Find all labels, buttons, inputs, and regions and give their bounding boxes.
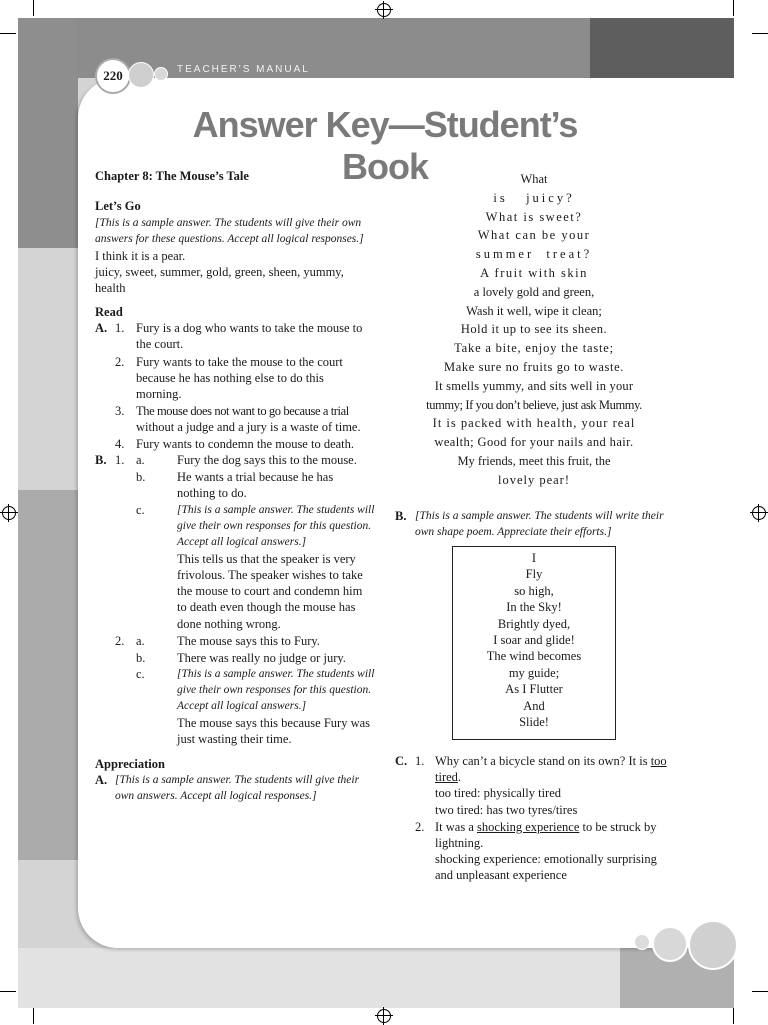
sub-label: b.: [136, 651, 146, 665]
section-heading-lets-go: Let’s Go: [95, 199, 141, 213]
item-number: 1.: [115, 453, 125, 467]
section-heading-appreciation: Appreciation: [95, 757, 165, 771]
item-label: B.: [395, 509, 407, 523]
sub-label: a.: [136, 453, 145, 467]
poem-line: a lovely gold and green,: [473, 284, 595, 299]
sample-note: [This is a sample answer. The students will: [177, 504, 375, 516]
decorative-bubble: [652, 926, 688, 962]
sample-note: [This is a sample answer. The students will give their own: [95, 217, 362, 229]
shape-poem-line: Slide!: [519, 715, 549, 730]
sample-note: [This is a sample answer. The students will: [177, 668, 375, 680]
registration-mark-icon: [752, 506, 766, 520]
answer-line: because he has nothing else to do this: [136, 371, 324, 385]
page-title: Answer Key—Student’s Book: [192, 104, 578, 187]
answer-line: juicy, sweet, summer, gold, green, sheen, yummy,: [95, 265, 344, 279]
poem-line: My friends, meet this fruit, the: [457, 453, 611, 468]
top-banner-accent: [590, 18, 734, 78]
item-number: 1.: [115, 321, 125, 335]
item-number: 2.: [115, 355, 125, 369]
answer-line: and unpleasant experience: [435, 868, 567, 882]
answer-line: too tired: physically tired: [435, 786, 562, 800]
crop-mark: [33, 0, 34, 16]
crop-mark: [733, 1008, 734, 1024]
crop-mark: [733, 0, 734, 16]
shape-poem-line: As I Flutter: [505, 682, 563, 697]
item-number: 2.: [115, 634, 125, 648]
answer-text: Why can’t a bicycle stand on its own? It is: [435, 754, 651, 768]
decorative-bubble: [128, 62, 154, 88]
answer-line: shocking experience: emotionally surprising: [435, 852, 657, 866]
shape-poem-line: The wind becomes: [486, 649, 582, 664]
shape-poem-line: Fly: [525, 567, 543, 582]
shape-poem-line: my guide;: [508, 665, 560, 680]
poem-line: What is sweet?: [485, 209, 583, 224]
answer-line: morning.: [136, 387, 182, 401]
item-number: 3.: [115, 404, 125, 418]
poem-line: is juicy?: [493, 190, 575, 205]
decorative-bubble: [688, 920, 738, 970]
answer-line: I think it is a pear.: [95, 249, 186, 263]
sample-note: own shape poem. Appreciate their efforts.]: [415, 526, 612, 538]
sample-note: Accept all logical answers.]: [177, 700, 307, 712]
answer-line: nothing to do.: [177, 486, 247, 500]
answer-line: The mouse says this to Fury.: [177, 634, 320, 648]
answer-line: He wants a trial because he has: [177, 470, 334, 484]
section-heading-read: Read: [95, 305, 123, 319]
page-number: 220: [95, 58, 131, 94]
poem-line: lovely pear!: [497, 472, 571, 487]
answer-text: It was a: [435, 820, 477, 834]
poem-line: Wash it well, wipe it clean;: [466, 303, 602, 318]
answer-line: [435, 753, 667, 769]
item-number: 1.: [415, 754, 425, 768]
shape-poem: [452, 550, 616, 730]
item-label: A.: [95, 321, 108, 335]
registration-mark-icon: [377, 1009, 391, 1023]
sub-label: c.: [136, 667, 145, 681]
shape-poem-line: In the Sky!: [506, 600, 562, 615]
chapter-heading: Chapter 8: The Mouse’s Tale: [95, 169, 249, 183]
item-label: A.: [95, 773, 108, 787]
answer-line: the mouse to court and condemn him: [177, 584, 363, 598]
answer-line: Fury wants to take the mouse to the court: [136, 355, 343, 369]
pear-shape-poem: [395, 170, 673, 490]
sample-note: give their own responses for this question.: [177, 520, 372, 532]
answer-line: This tells us that the speaker is very: [177, 552, 356, 566]
crop-mark: [33, 1008, 34, 1024]
answer-line: done nothing wrong.: [177, 617, 281, 631]
sample-note: [This is a sample answer. The students will give their: [115, 774, 360, 786]
answer-line: The mouse does not want to go because a trial: [136, 404, 349, 418]
answer-line: Fury is a dog who wants to take the mouse to: [136, 321, 363, 335]
running-head: TEACHER'S MANUAL: [177, 64, 310, 75]
shape-poem-line: And: [523, 698, 545, 713]
sub-label: a.: [136, 634, 145, 648]
poem-line: What: [520, 172, 548, 186]
shape-poem-line: I soar and glide!: [493, 633, 575, 648]
shape-poem-line: so high,: [514, 583, 554, 598]
answer-line: two tired: has two tyres/tires: [435, 803, 578, 817]
item-number: 2.: [415, 820, 425, 834]
answer-line: just wasting their time.: [177, 732, 292, 746]
poem-line: summer treat?: [475, 247, 593, 262]
registration-mark-icon: [377, 3, 391, 17]
poem-line: Take a bite, enjoy the taste;: [454, 341, 614, 356]
answer-line: frivolous. The speaker wishes to take: [177, 568, 363, 582]
underlined-phrase: too: [650, 754, 667, 768]
crop-mark: [0, 991, 16, 992]
answer-text: .: [457, 770, 462, 784]
answer-text: to be struck by: [579, 820, 657, 834]
sample-note: answers for these questions. Accept all logical responses.]: [95, 233, 364, 245]
crop-mark: [0, 33, 16, 34]
item-label: C.: [395, 754, 408, 768]
answer-line: [435, 769, 461, 785]
poem-line: Make sure no fruits go to waste.: [444, 359, 624, 374]
registration-mark-icon: [2, 506, 16, 520]
item-label: B.: [95, 453, 107, 467]
decorative-bubble: [154, 67, 168, 81]
decorative-bubble: [634, 934, 650, 950]
answer-line: lightning.: [435, 836, 484, 850]
answer-line: without a judge and a jury is a waste of time.: [136, 420, 361, 434]
left-strip-lower: [18, 490, 78, 860]
sub-label: b.: [136, 470, 146, 484]
answer-line: to death even though the mouse has: [177, 600, 356, 614]
underlined-phrase: tired: [435, 770, 458, 784]
sample-note: [This is a sample answer. The students will write their: [415, 510, 664, 522]
left-strip: [18, 18, 78, 248]
poem-line: Hold it up to see its sheen.: [460, 322, 608, 337]
sample-note: give their own responses for this question.: [177, 684, 372, 696]
answer-line: There was really no judge or jury.: [177, 651, 346, 665]
answer-line: Fury the dog says this to the mouse.: [177, 453, 357, 467]
poem-line: wealth; Good for your nails and hair.: [434, 435, 634, 450]
sub-label: c.: [136, 503, 145, 517]
item-number: 4.: [115, 437, 125, 451]
answer-line: The mouse says this because Fury was: [177, 716, 371, 730]
poem-line: It smells yummy, and sits well in your: [434, 378, 634, 393]
underlined-phrase: shocking experience: [477, 820, 580, 834]
poem-line: A fruit with skin: [480, 265, 588, 280]
answer-line: health: [95, 281, 126, 295]
answer-line: [435, 819, 656, 835]
crop-mark: [752, 33, 768, 34]
poem-line: It is packed with health, your real: [432, 416, 636, 431]
answer-line: the court.: [136, 337, 184, 351]
shape-poem-line: Brightly dyed,: [497, 616, 571, 631]
sample-note: own answers. Accept all logical responses.]: [115, 790, 317, 802]
crop-mark: [752, 991, 768, 992]
sample-note: Accept all logical answers.]: [177, 536, 307, 548]
answer-line: Fury wants to condemn the mouse to death.: [136, 437, 355, 451]
poem-line: What can be your: [477, 228, 591, 243]
shape-poem-line: I: [531, 551, 537, 565]
poem-line: tummy; If you don’t believe, just ask Mummy.: [426, 397, 642, 412]
